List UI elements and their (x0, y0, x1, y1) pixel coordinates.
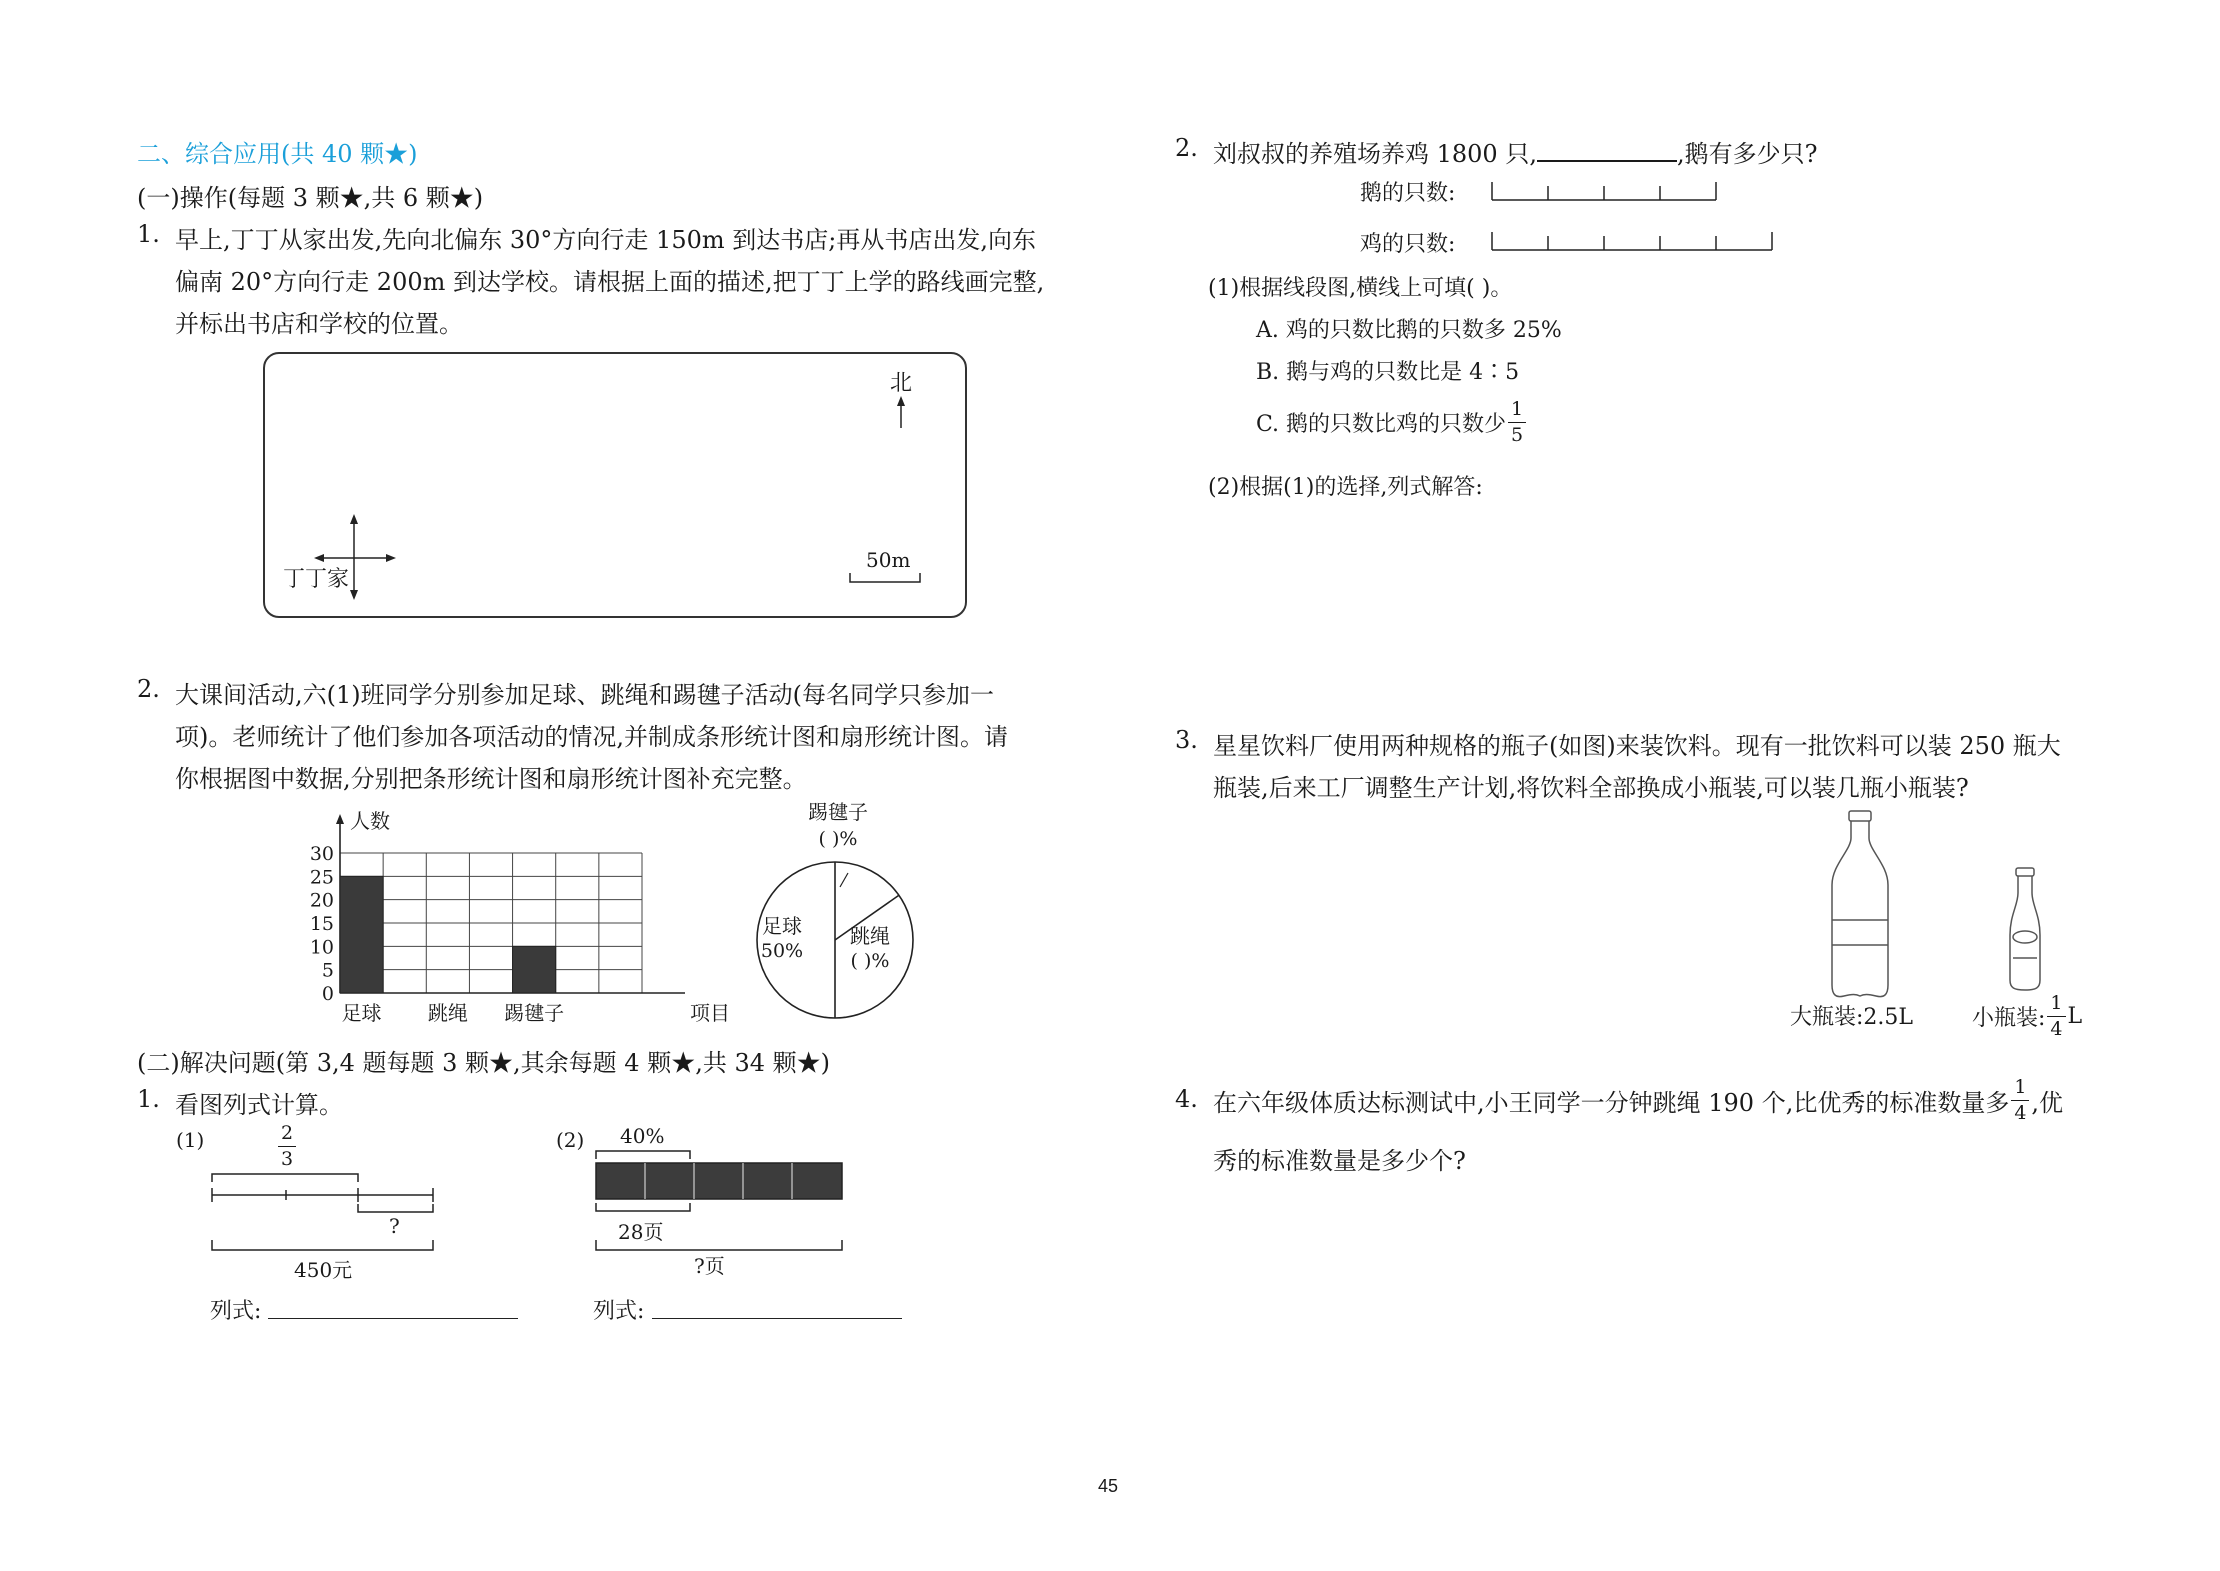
pie-value-rope: ( )% (850, 950, 890, 972)
q1-text-line3: 并标出书店和学校的位置。 (175, 310, 463, 338)
r-q4-line2: 秀的标准数量是多少个? (1213, 1147, 1466, 1175)
category-label: 跳绳 (427, 1001, 468, 1025)
goose-label: 鹅的只数: (1360, 181, 1456, 206)
r-q4-line1: 在六年级体质达标测试中,小王同学一分钟跳绳 190 个,比优秀的标准数量多 $\frac{1}{4}$ ,优 (1213, 1076, 2064, 1124)
home-label: 丁丁家 (283, 567, 350, 592)
chicken-label: 鸡的只数: (1360, 232, 1456, 257)
q1-text-line2: 偏南 20°方向行走 200m 到达学校。请根据上面的描述,把丁丁上学的路线画完整, (175, 268, 1045, 296)
option-a[interactable]: A. 鸡的只数比鹅的只数多 25% (1256, 318, 1562, 343)
q1-text-line1: 早上,丁丁从家出发,先向北偏东 30°方向行走 150m 到达书店;再从书店出发,向东 (175, 226, 1036, 254)
r-q2-number: 2. (1175, 134, 1198, 162)
q2-text-line2: 项)。老师统计了他们参加各项活动的情况,并制成条形统计图和扇形统计图。请 (175, 723, 1008, 751)
big-bottle-label: 大瓶装:2.5L (1790, 1005, 1914, 1030)
q2-text-line1: 大课间活动,六(1)班同学分别参加足球、跳绳和踢毽子活动(每名同学只参加一 (175, 681, 994, 709)
sub1-label: (1) (176, 1128, 205, 1152)
y-tick-label: 25 (309, 866, 334, 889)
r-q4-number: 4. (1175, 1085, 1198, 1113)
section-title: 二、综合应用(共 40 颗★) (137, 140, 418, 168)
small-bottle-icon (2010, 868, 2040, 990)
q2-number: 2. (137, 675, 160, 703)
pie-value-jianzi: ( )% (818, 828, 858, 850)
category-label: 足球 (341, 1001, 382, 1025)
category-label: 踢毽子 (504, 1001, 565, 1025)
q2-text-line3: 你根据图中数据,分别把条形统计图和扇形统计图补充完整。 (175, 765, 807, 793)
r-q2-sub1: (1)根据线段图,横线上可填( )。 (1208, 276, 1513, 301)
option-c[interactable]: C. 鹅的只数比鸡的只数少 $\frac{1}{5}$ (1256, 400, 1528, 445)
sub2-percent: 40% (620, 1124, 665, 1148)
sub2-formula-label: 列式: (593, 1299, 645, 1324)
pie-value-football: 50% (760, 940, 804, 962)
sub2-label: (2) (556, 1128, 585, 1152)
r-q3-number: 3. (1175, 726, 1198, 754)
part2-title: (二)解决问题(第 3,4 题每题 3 颗★,其余每题 4 颗★,共 34 颗★) (137, 1049, 830, 1077)
pie-label-rope: 跳绳 (850, 924, 890, 948)
option-b[interactable]: B. 鹅与鸡的只数比是 4∶5 (1256, 360, 1520, 385)
y-axis-label: 人数 (350, 809, 390, 833)
y-tick-label: 5 (321, 959, 334, 982)
sub2-pages: 28页 (618, 1220, 664, 1244)
sub1-total: 450元 (294, 1258, 353, 1282)
sub1-fraction: $\frac{2}{3}$ (276, 1124, 298, 1169)
sub2-total: ?页 (694, 1254, 725, 1278)
r-q3-line1: 星星饮料厂使用两种规格的瓶子(如图)来装饮料。现有一批饮料可以装 250 瓶大 (1213, 732, 2061, 760)
q1-number: 1. (137, 220, 160, 248)
pie-label-jianzi: 踢毽子 (808, 800, 868, 824)
x-axis-label: 项目 (690, 1001, 730, 1025)
r-q2-sub2: (2)根据(1)的选择,列式解答: (1208, 475, 1483, 500)
y-tick-label: 10 (309, 936, 334, 959)
y-tick-label: 0 (321, 983, 334, 1005)
r-q3-line2: 瓶装,后来工厂调整生产计划,将饮料全部换成小瓶装,可以装几瓶小瓶装? (1213, 774, 1969, 802)
part1-title: (一)操作(每题 3 颗★,共 6 颗★) (137, 184, 484, 212)
sub1-question-mark: ? (389, 1214, 400, 1238)
y-tick-label: 15 (309, 913, 334, 935)
p2q1-number: 1. (137, 1085, 160, 1113)
big-bottle-icon (1832, 811, 1888, 997)
y-tick-label: 20 (309, 889, 334, 912)
page-number: 45 (1098, 1476, 1119, 1496)
north-label: 北 (890, 371, 913, 396)
pie-label-football: 足球 (762, 914, 802, 938)
y-tick-label: 30 (309, 843, 334, 865)
p2q1-text: 看图列式计算。 (175, 1091, 343, 1119)
small-bottle-label: 小瓶装: $\frac{1}{4}$ L (1972, 992, 2083, 1040)
sub1-formula-label: 列式: (210, 1299, 262, 1324)
r-q2-line: 刘叔叔的养殖场养鸡 1800 只, ,鹅有多少只? (1213, 140, 1818, 168)
scale-label: 50m (866, 548, 911, 572)
